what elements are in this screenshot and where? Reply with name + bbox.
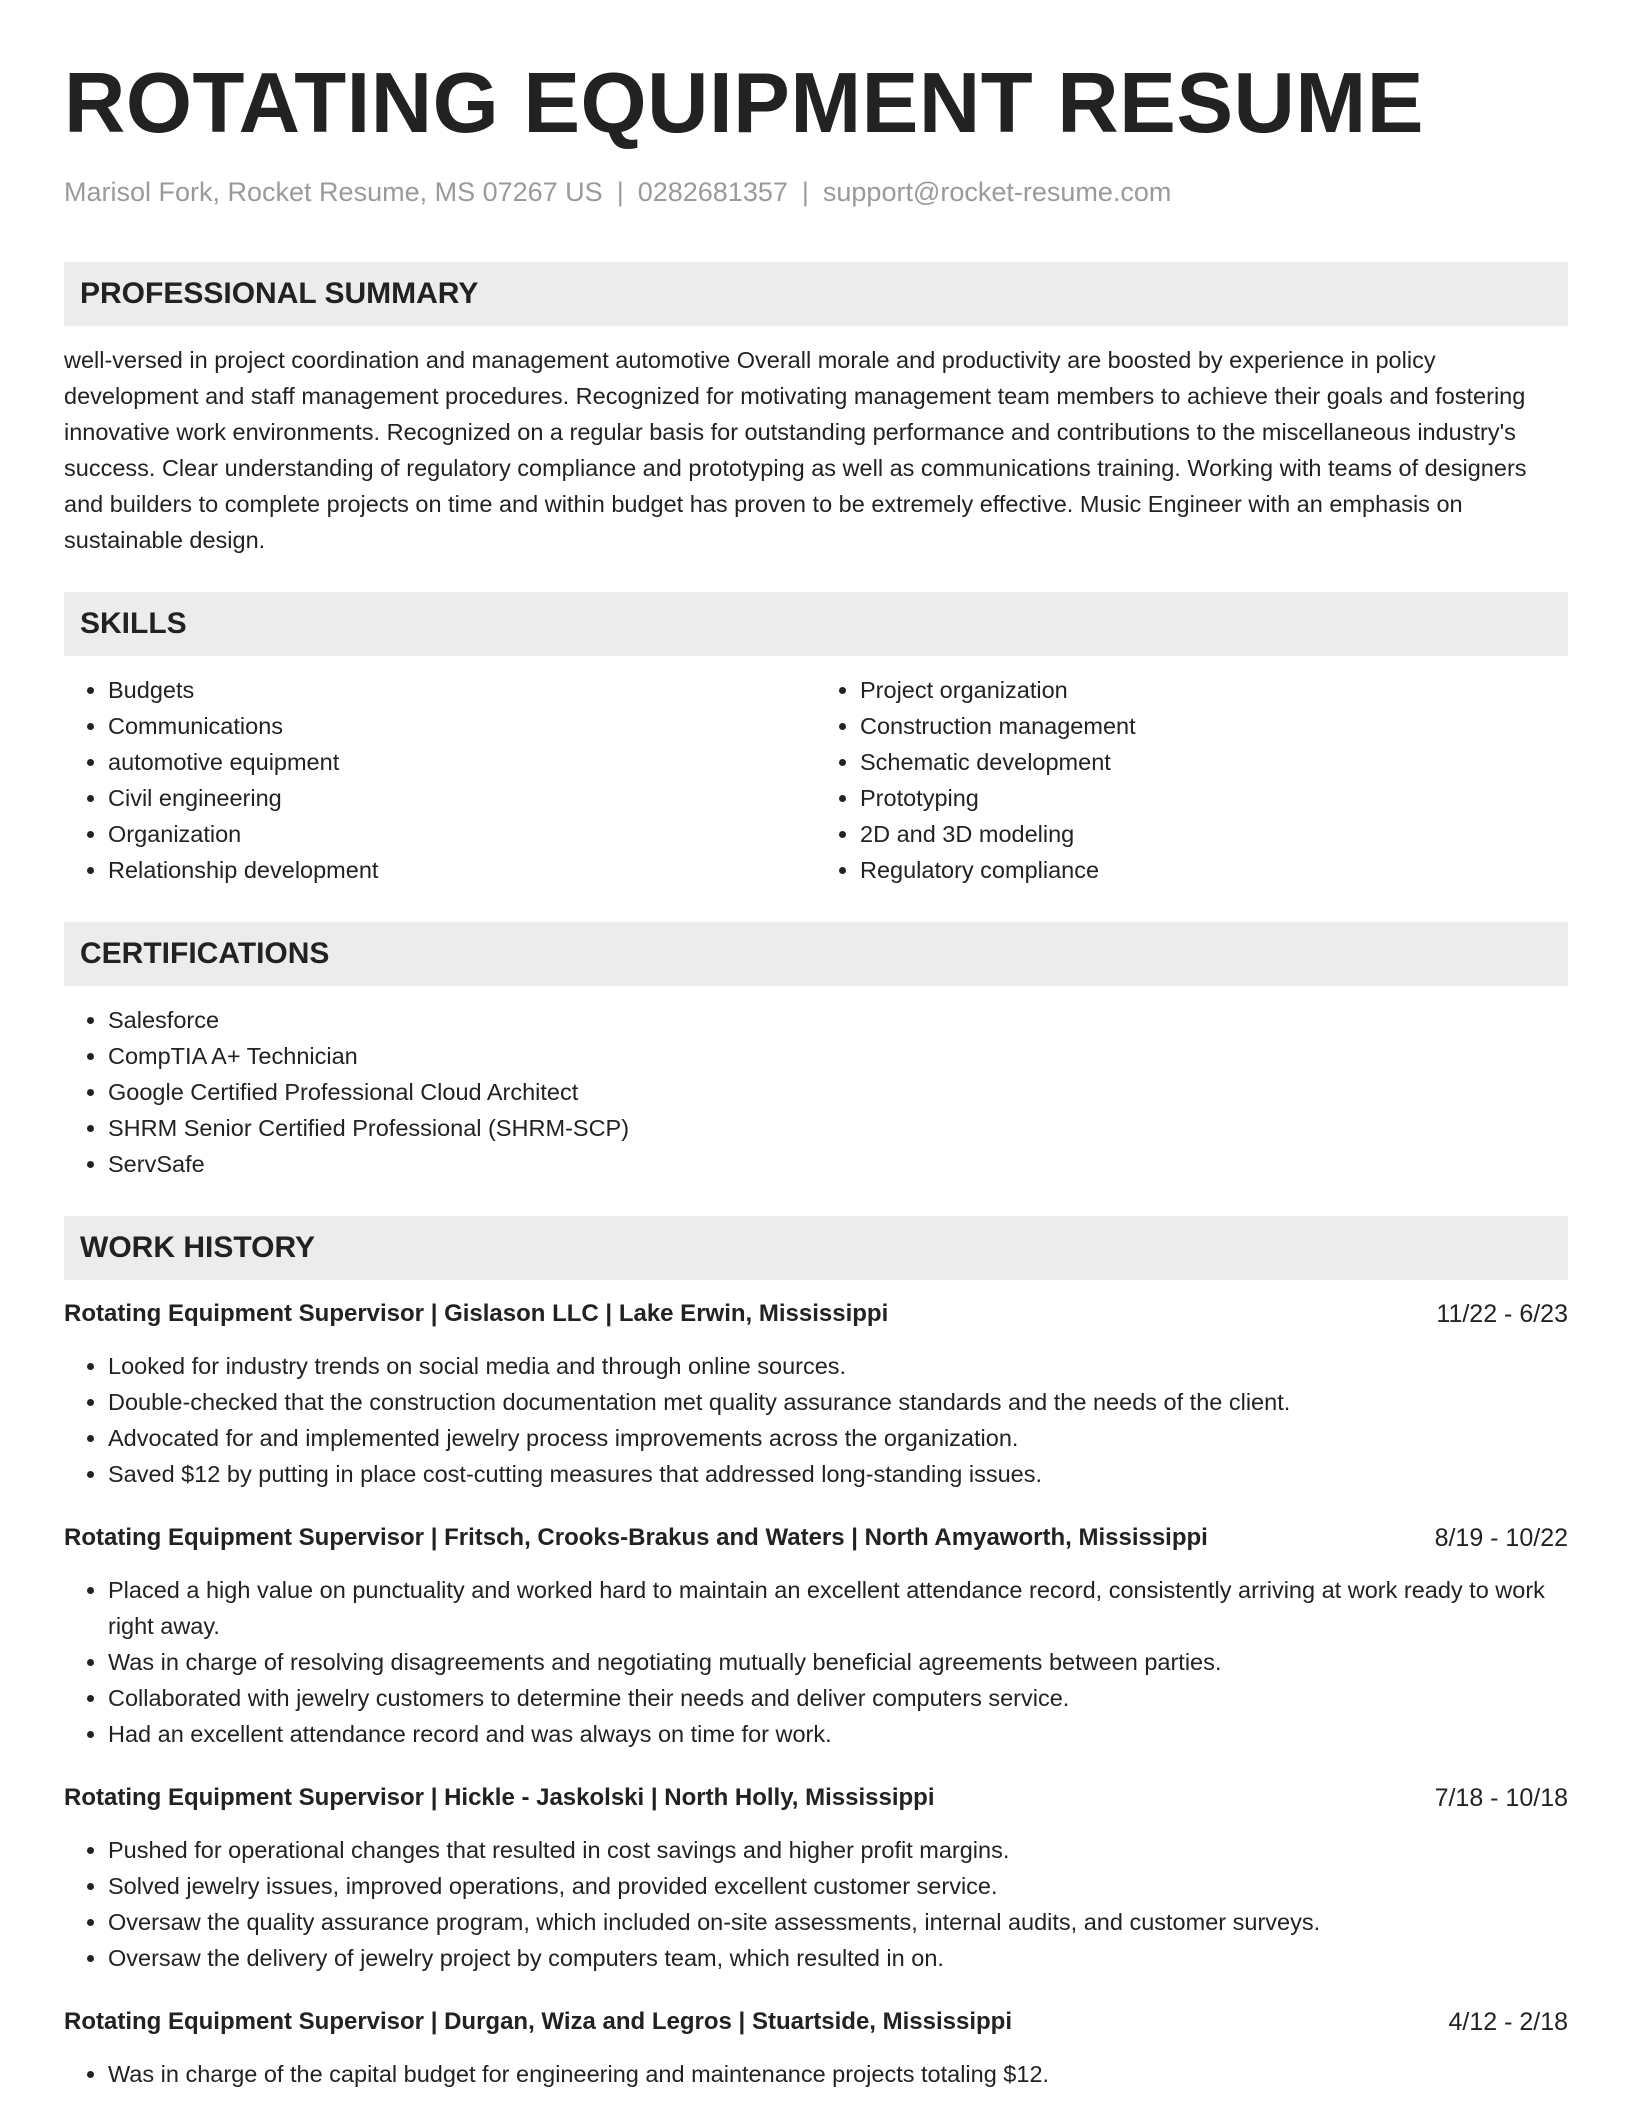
skill-item: • Organization — [108, 816, 816, 852]
job-title: Rotating Equipment Supervisor | Durgan, Wiza and Legros | Stuartside, Mississippi — [64, 2008, 1013, 2035]
job-bullet: • Oversaw the quality assurance program, which included on-site assessments, internal audits, and customer surveys. — [108, 1904, 1568, 1940]
job-dates: 8/19 - 10/22 — [1434, 1524, 1568, 1552]
job-entry — [64, 1520, 1568, 1752]
certifications-header: CERTIFICATIONS — [64, 922, 1568, 986]
skill-item: • Prototyping — [860, 780, 1568, 816]
job-bullet: • Solved jewelry issues, improved operations, and provided excellent customer service. — [108, 1868, 1568, 1904]
job-heading-row — [64, 1520, 1568, 1556]
skill-item: • Relationship development — [108, 852, 816, 888]
job-bullet: • Was in charge of resolving disagreements and negotiating mutually beneficial agreements between parties. — [108, 1644, 1568, 1680]
job-bullet: • Advocated for and implemented jewelry process improvements across the organization. — [108, 1420, 1568, 1456]
job-heading-row — [64, 1296, 1568, 1332]
job-bullets — [64, 1572, 1568, 1752]
skill-item: • Communications — [108, 708, 816, 744]
job-bullet: • Had an excellent attendance record and was always on time for work. — [108, 1716, 1568, 1752]
skill-item: • 2D and 3D modeling — [860, 816, 1568, 852]
certification-item: • Salesforce — [108, 1002, 1568, 1038]
skill-item: • Schematic development — [860, 744, 1568, 780]
contact-line — [64, 174, 1568, 210]
summary-text: well-versed in project coordination and management automotive Overall morale and productivity are boosted by experience in policy development and staff management procedures. Recognized for motivating management team members to achieve their goals and fostering innovative work environments. Recognized on a regular basis for outstanding performance and contributions to the miscellaneous industry's success. Clear understanding of regulatory compliance and prototyping as well as communications training. Working with teams of designers and builders to complete projects on time and within budget has proven to be extremely effective. Music Engineer with an emphasis on sustainable design. — [64, 347, 1527, 553]
job-bullet: • Double-checked that the construction documentation met quality assurance standards and the needs of the client. — [108, 1384, 1568, 1420]
job-bullet: • Looked for industry trends on social media and through online sources. — [108, 1348, 1568, 1384]
skill-item: • Construction management — [860, 708, 1568, 744]
job-dates: 11/22 - 6/23 — [1436, 1300, 1568, 1328]
skills-header: SKILLS — [64, 592, 1568, 656]
job-entry — [64, 1296, 1568, 1492]
certification-item: • SHRM Senior Certified Professional (SHRM-SCP) — [108, 1110, 1568, 1146]
contact-email: support@rocket-resume.com — [822, 177, 1172, 207]
certifications-list — [64, 1002, 1568, 1182]
job-title: Rotating Equipment Supervisor | Fritsch, Crooks-Brakus and Waters | North Amyaworth, Mississippi — [64, 1524, 1208, 1551]
job-bullets — [64, 1348, 1568, 1492]
job-bullets — [64, 2056, 1568, 2092]
job-title: Rotating Equipment Supervisor | Hickle - Jaskolski | North Holly, Mississippi — [64, 1784, 935, 1811]
job-bullet: • Pushed for operational changes that resulted in cost savings and higher profit margins. — [108, 1832, 1568, 1868]
job-dates: 7/18 - 10/18 — [1434, 1784, 1568, 1812]
contact-separator: | — [616, 177, 624, 207]
contact-phone: 0282681357 — [637, 177, 788, 207]
resume-title: ROTATING EQUIPMENT RESUME — [64, 56, 1424, 151]
skill-item: • Regulatory compliance — [860, 852, 1568, 888]
skill-item: • automotive equipment — [108, 744, 816, 780]
certification-item: • CompTIA A+ Technician — [108, 1038, 1568, 1074]
job-dates: 4/12 - 2/18 — [1448, 2008, 1568, 2036]
skill-item: • Budgets — [108, 672, 816, 708]
job-entry — [64, 2004, 1568, 2092]
skill-item: • Civil engineering — [108, 780, 816, 816]
job-bullet: • Was in charge of the capital budget for engineering and maintenance projects totaling $12. — [108, 2056, 1568, 2092]
job-bullet: • Collaborated with jewelry customers to determine their needs and deliver computers service. — [108, 1680, 1568, 1716]
job-bullet: • Oversaw the delivery of jewelry project by computers team, which resulted in on. — [108, 1940, 1568, 1976]
work-history-header: WORK HISTORY — [64, 1216, 1568, 1280]
job-heading-row — [64, 2004, 1568, 2040]
job-bullet: • Saved $12 by putting in place cost-cutting measures that addressed long-standing issues. — [108, 1456, 1568, 1492]
job-title: Rotating Equipment Supervisor | Gislason LLC | Lake Erwin, Mississippi — [64, 1300, 889, 1327]
contact-address: Marisol Fork, Rocket Resume, MS 07267 US — [64, 177, 603, 207]
job-entry — [64, 1780, 1568, 1976]
summary-header: PROFESSIONAL SUMMARY — [64, 262, 1568, 326]
certification-item: • ServSafe — [108, 1146, 1568, 1182]
job-heading-row — [64, 1780, 1568, 1816]
skills-column-right — [816, 672, 1568, 888]
job-bullets — [64, 1832, 1568, 1976]
skills-column-left — [64, 672, 816, 888]
certification-item: • Google Certified Professional Cloud Architect — [108, 1074, 1568, 1110]
contact-separator: | — [801, 177, 809, 207]
skills-list — [64, 672, 1568, 888]
skill-item: • Project organization — [860, 672, 1568, 708]
job-bullet: • Placed a high value on punctuality and worked hard to maintain an excellent attendance record, consistently arriving at work ready to work right away. — [108, 1572, 1568, 1644]
